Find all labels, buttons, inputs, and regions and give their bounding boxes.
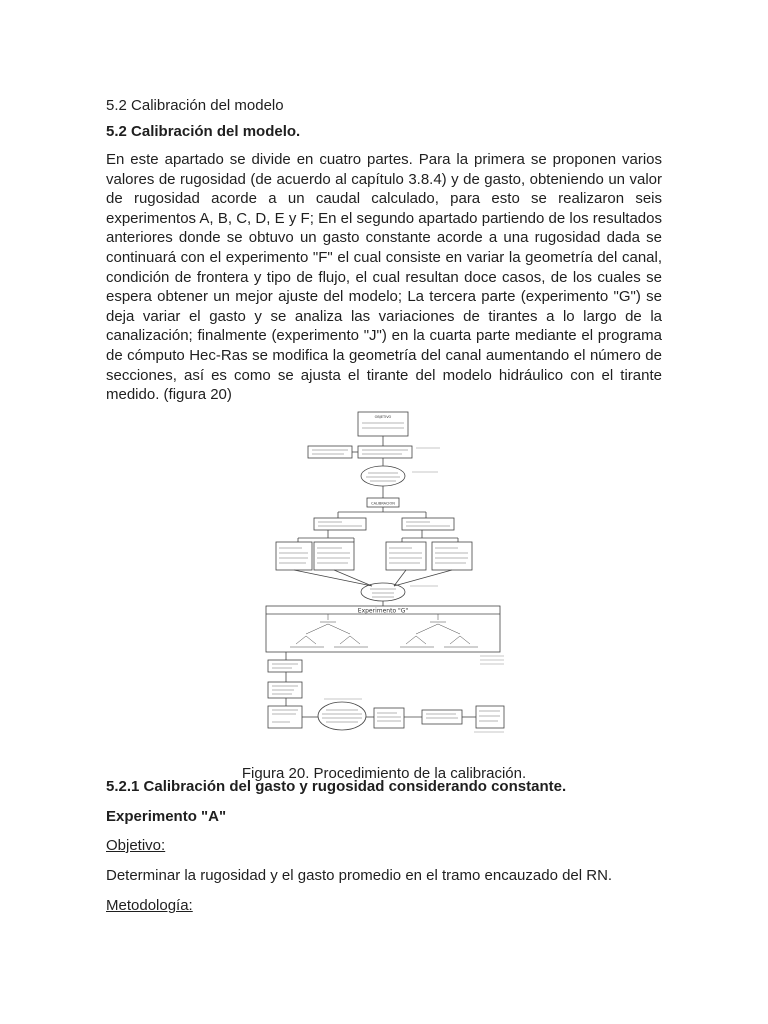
figure-caption: Figura 20. Procedimiento de la calibración.: [241, 765, 527, 782]
flow-box-percepcion: [308, 446, 352, 458]
flow-box-exp-h: [268, 660, 302, 672]
flow-box-exp-j: [268, 706, 302, 728]
metodologia-label: Metodología:: [106, 897, 193, 914]
flow-label-exp-g: Experimento "G": [357, 607, 409, 615]
flow-box-exp-c: [276, 542, 312, 570]
flow-label-objetivo: OBJETIVO: [374, 415, 392, 419]
section-bottom: [106, 777, 662, 916]
flow-ellipse-final: [318, 702, 366, 730]
objetivo-label: Objetivo:: [106, 837, 166, 854]
flow-label-calibracion: CALIBRACION: [371, 501, 395, 506]
section-title-plain: 5.2 Calibración del modelo: [106, 97, 284, 114]
flow-box-exp-a: [314, 518, 366, 530]
flow-box-exp-d: [314, 542, 354, 570]
intro-paragraph: En este apartado se divide en cuatro partes. Para la primera se proponen varios valores de rugosidad (de acuerdo al capítulo 3.8.4) y de gasto, obteniendo un valor de rugosidad acorde a un caudal calculado, para esto se realizaron seis experimentos A, B, C, D, E y F; En el segundo apartado partiendo de los resultados anteriores donde se obtuvo un gasto constante acorde a una rugosidad dada se continuará con el experimento "F" el cual consiste en variar la geometría del canal, condición de frontera y tipo de flujo, el cual resultan doce casos, de los cuales se espera obtener un mejor ajuste del modelo; La tercera parte (experimento "G") se deja variar el gasto y se analiza las variaciones de tirantes a lo largo de la canalización; finalmente (experimento "J") en la cuarta parte mediante el programa de cómputo Hec-Ras se modifica la geometría del canal aumentando el número de secciones, así es como se ajusta el tirante del modelo hidráulico con el tirante medido. (figura 20): [106, 151, 662, 404]
flow-box-exp-k: [374, 708, 404, 728]
flow-box-exp-b: [402, 518, 454, 530]
flow-ellipse-result: [361, 583, 405, 601]
flow-ellipse-flujo: [361, 466, 405, 486]
flow-box-exp-f: [432, 542, 472, 570]
flow-box-exp-l: [422, 710, 462, 724]
calibration-flowchart: [262, 408, 506, 734]
section-top: [106, 96, 662, 405]
section-title-bold: 5.2 Calibración del modelo.: [106, 123, 301, 140]
flow-box-exp-m: [476, 706, 504, 728]
subsection-title: 5.2.1 Calibración del gasto y rugosidad considerando constante.: [106, 778, 567, 795]
flow-box-exp-e: [386, 542, 426, 570]
experiment-title: Experimento "A": [106, 808, 227, 825]
objetivo-text: Determinar la rugosidad y el gasto promedio en el tramo encauzado del RN.: [106, 867, 613, 884]
flow-box-reconocimiento: [358, 446, 412, 458]
